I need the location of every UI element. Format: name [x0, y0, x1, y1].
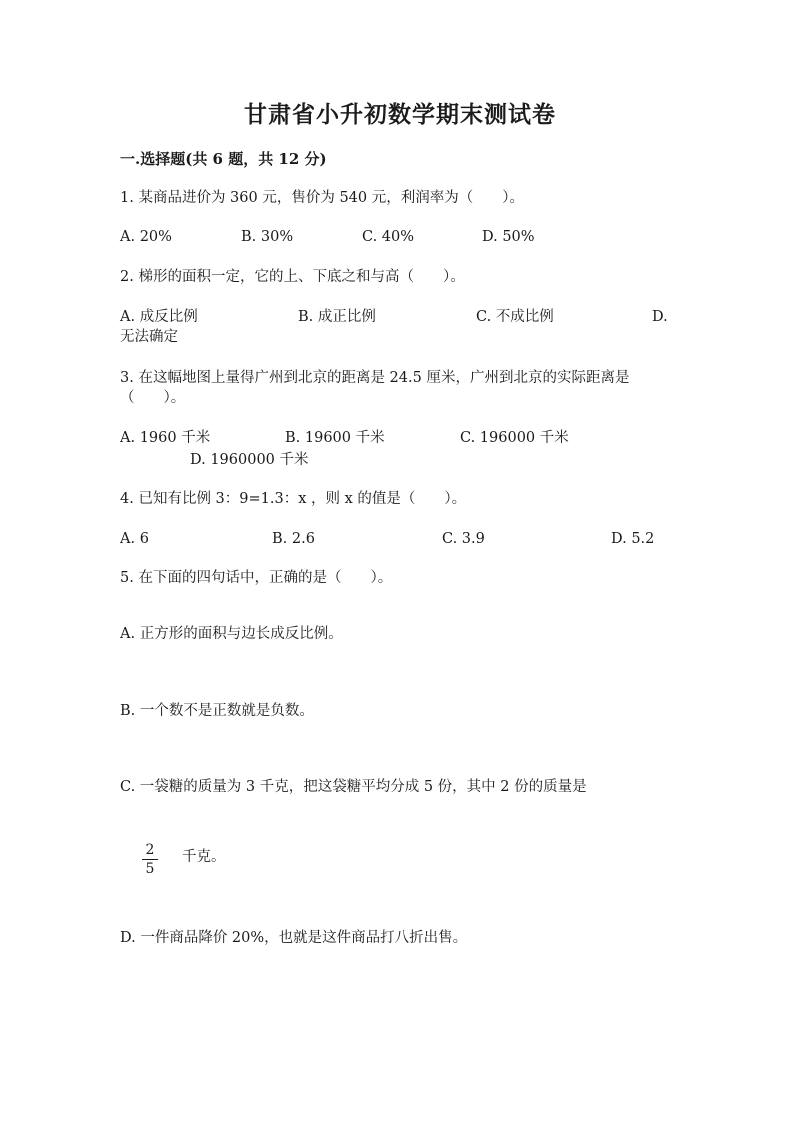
- question-5-option-a: A. 正方形的面积与边长成反比例。: [120, 626, 343, 642]
- question-2-option-d-letter: D.: [652, 309, 668, 325]
- question-2-option-c: C. 不成比例: [476, 309, 554, 325]
- question-3-option-c: C. 196000 千米: [460, 430, 569, 446]
- question-5-option-c: C. 一袋糖的质量为 3 千克，把这袋糖平均分成 5 份，其中 2 份的质量是: [120, 779, 587, 795]
- question-2-option-a: A. 成反比例: [120, 309, 198, 325]
- question-3-option-b: B. 19600 千米: [285, 430, 385, 446]
- question-3-option-a: A. 1960 千米: [120, 430, 211, 446]
- question-4-option-a: A. 6: [120, 531, 149, 547]
- question-1-option-a: A. 20%: [120, 229, 172, 245]
- question-2-option-d-text: 无法确定: [120, 329, 178, 345]
- question-4-option-b: B. 2.6: [272, 531, 315, 547]
- question-3-option-d: D. 1960000 千米: [190, 452, 309, 468]
- question-5-option-d: D. 一件商品降价 20%，也就是这件商品打八折出售。: [120, 930, 468, 946]
- fraction-two-fifths: [140, 842, 160, 877]
- question-1-option-d: D. 50%: [482, 229, 535, 245]
- fraction-bar: [142, 859, 158, 860]
- question-5-option-c-unit: 千克。: [182, 849, 226, 865]
- question-4-stem: 4. 已知有比例 3：9=1.3：x ，则 x 的值是（ ）。: [120, 491, 467, 507]
- question-1-option-b: B. 30%: [241, 229, 294, 245]
- question-2-option-b: B. 成正比例: [298, 309, 376, 325]
- question-1-option-c: C. 40%: [362, 229, 415, 245]
- question-4-option-d: D. 5.2: [611, 531, 655, 547]
- question-5-stem: 5. 在下面的四句话中，正确的是（ ）。: [120, 570, 393, 586]
- page-title: 甘肃省小升初数学期末测试卷: [244, 101, 556, 128]
- question-5-option-b: B. 一个数不是正数就是负数。: [120, 703, 314, 719]
- fraction-denominator: 5: [145, 861, 155, 877]
- question-3-stem-line1: 3. 在这幅地图上量得广州到北京的距离是 24.5 厘米，广州到北京的实际距离是: [120, 370, 630, 386]
- question-2-stem: 2. 梯形的面积一定，它的上、下底之和与高（ ）。: [120, 269, 465, 285]
- question-1-stem: 1. 某商品进价为 360 元，售价为 540 元，利润率为（ ）。: [120, 190, 524, 206]
- section-heading: 一.选择题(共 6 题，共 12 分): [120, 150, 327, 168]
- fraction-numerator: 2: [145, 842, 155, 858]
- question-3-stem-line2: （ ）。: [120, 390, 186, 406]
- question-4-option-c: C. 3.9: [442, 531, 485, 547]
